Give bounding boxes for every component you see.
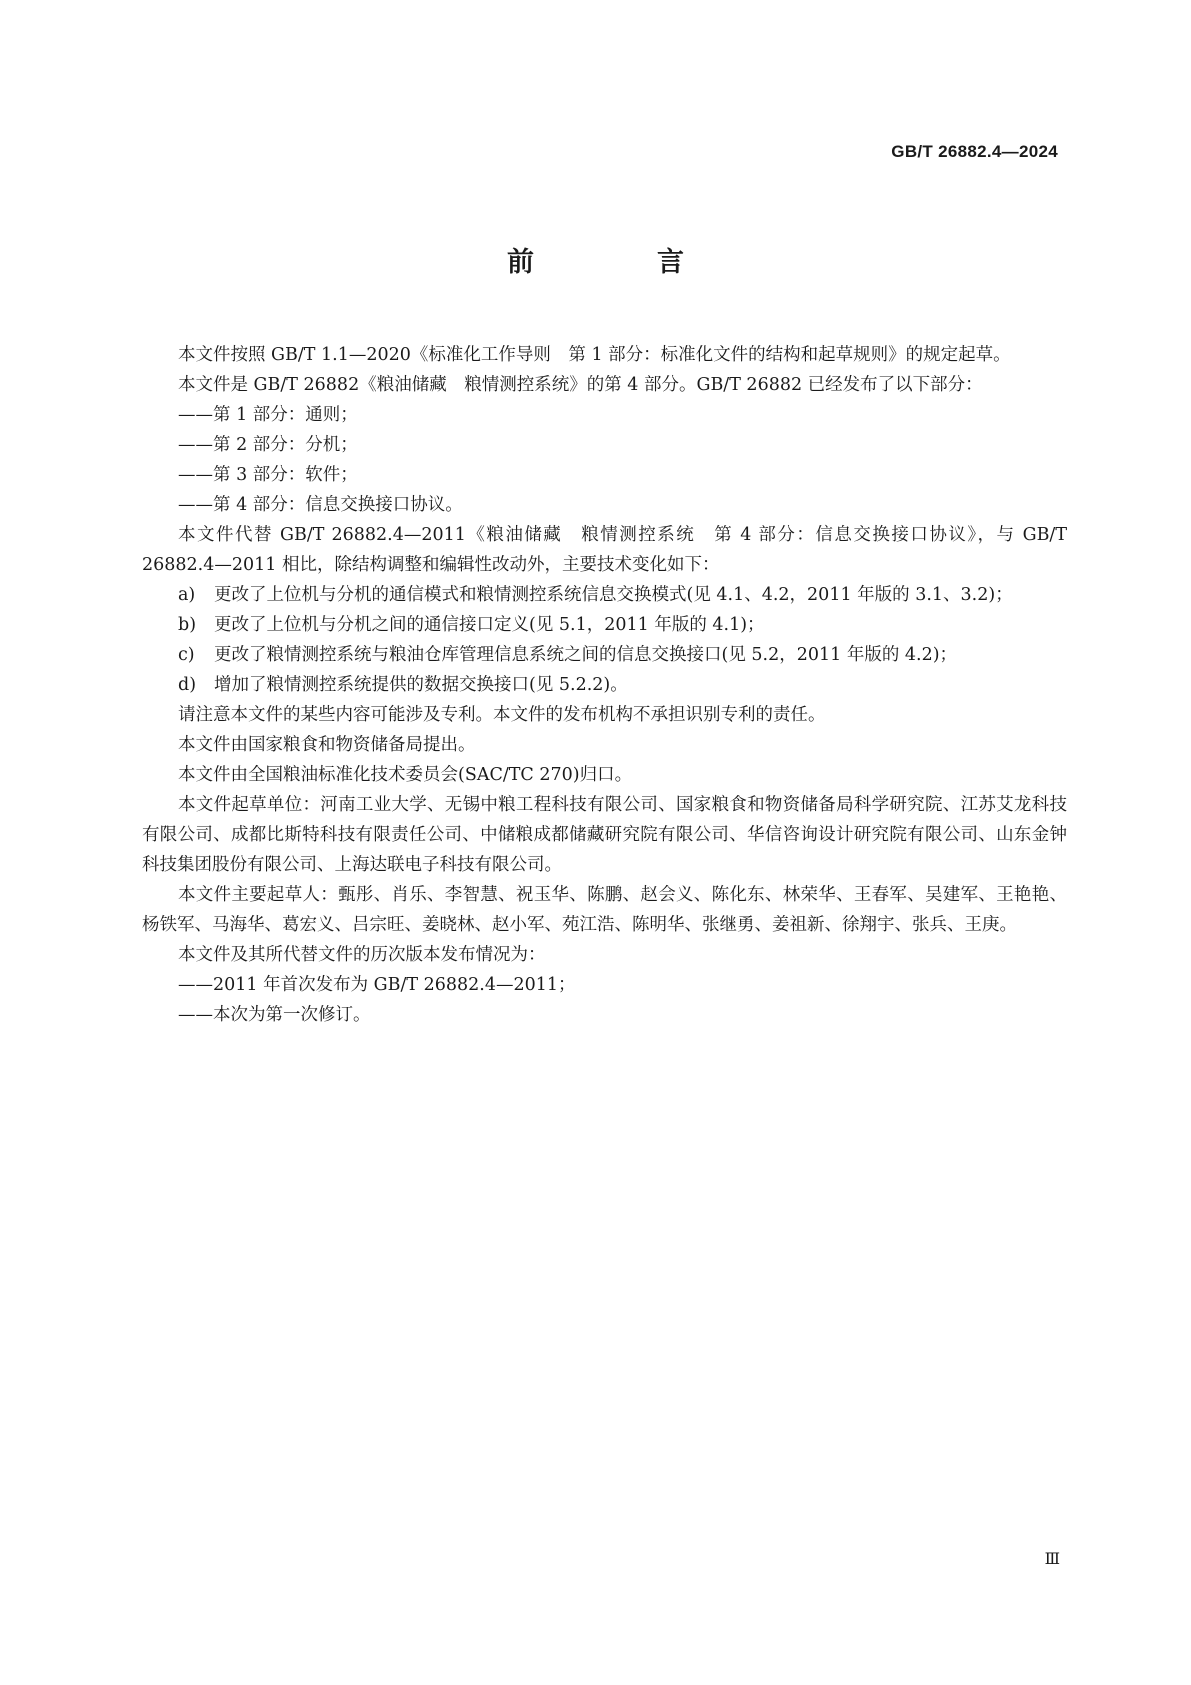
page-title: 前 言 [507,247,732,278]
paragraph-drafting-units: 本文件起草单位：河南工业大学、无锡中粮工程科技有限公司、国家粮食和物资储备局科学研究院、江苏艾龙科技有限公司、成都比斯特科技有限责任公司、中储粮成都储藏研究院有限公司、华信咨询设计研究院有限公司、山东金钟科技集团股份有限公司、上海达联电子科技有限公司。 [142,795,1067,875]
foreword-body [142,340,1067,1030]
history-item: ——本次为第一次修订。 [178,1005,371,1025]
change-item-text: 更改了上位机与分机之间的通信接口定义(见 5.1，2011 年版的 4.1)； [214,615,765,635]
change-item-text: 更改了粮情测控系统与粮油仓库管理信息系统之间的信息交换接口(见 5.2，2011 年版的 4.2)； [214,645,958,665]
change-item-tag: d) [178,675,197,695]
change-item-text: 增加了粮情测控系统提供的数据交换接口(见 5.2.2)。 [214,675,628,695]
paragraph-replacement: 本文件代替 GB/T 26882.4—2011《粮油储藏 粮情测控系统 第 4 部分：信息交换接口协议》，与 GB/T 26882.4—2011 相比，除结构调整和编辑性改动外，主要技术变化如下： [142,525,1067,575]
list-item-part: ——第 3 部分：软件； [178,465,358,485]
paragraph-drafting-rules: 本文件按照 GB/T 1.1—2020《标准化工作导则 第 1 部分：标准化文件的结构和起草规则》的规定起草。 [178,345,1011,365]
list-item-part: ——第 2 部分：分机； [178,435,358,455]
list-item-part: ——第 4 部分：信息交换接口协议。 [178,495,463,515]
paragraph-patent-notice: 请注意本文件的某些内容可能涉及专利。本文件的发布机构不承担识别专利的责任。 [178,705,826,725]
change-item-tag: a) [178,585,196,605]
change-item-text: 更改了上位机与分机的通信模式和粮情测控系统信息交换模式(见 4.1、4.2，2011 年版的 3.1、3.2)； [214,585,1013,605]
paragraph-drafters: 本文件主要起草人：甄彤、肖乐、李智慧、祝玉华、陈鹏、赵会义、陈化东、林荣华、王春军、吴建军、王艳艳、杨铁军、马海华、葛宏义、吕宗旺、姜晓林、赵小军、苑江浩、陈明华、张继勇、姜祖新、徐翔宇、张兵、王庚。 [142,885,1067,935]
paragraph-administered-by: 本文件由全国粮油标准化技术委员会(SAC/TC 270)归口。 [178,765,633,785]
standard-code: GB/T 26882.4—2024 [891,142,1058,161]
paragraph-proposed-by: 本文件由国家粮食和物资储备局提出。 [178,735,476,755]
change-item [142,640,1067,670]
page-number: Ⅲ [1044,1549,1059,1568]
history-item: ——2011 年首次发布为 GB/T 26882.4—2011； [178,975,576,995]
change-item [142,580,1067,610]
change-item-tag: c) [178,645,195,665]
paragraph-series-parts: 本文件是 GB/T 26882《粮油储藏 粮情测控系统》的第 4 部分。GB/T 26882 已经发布了以下部分： [178,375,983,395]
list-item-part: ——第 1 部分：通则； [178,405,358,425]
change-item [142,670,1067,700]
change-item-tag: b) [178,615,197,635]
paragraph-history-intro: 本文件及其所代替文件的历次版本发布情况为： [178,945,546,965]
change-item [142,610,1067,640]
